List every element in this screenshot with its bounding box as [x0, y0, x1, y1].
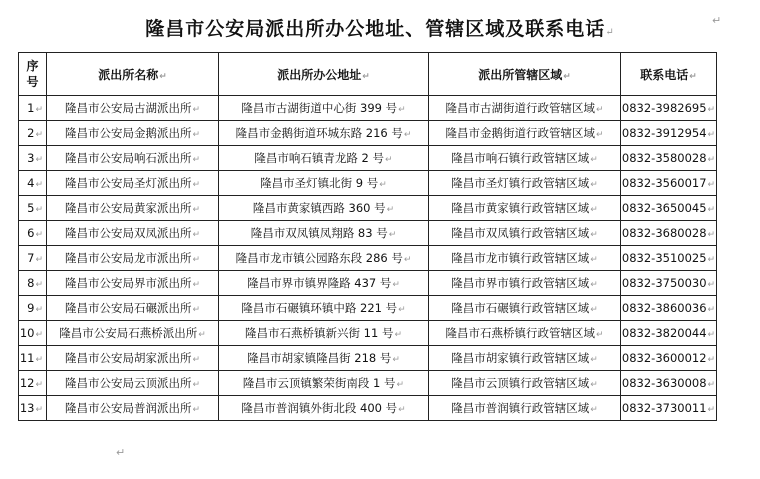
cell-end-mark: ↵: [590, 280, 598, 290]
cell-end-mark: ↵: [590, 305, 598, 315]
cell-end-mark: ↵: [707, 280, 716, 290]
cell-end-mark: ↵: [707, 230, 716, 240]
cell-office-address: [219, 171, 429, 196]
cell-seq-text: 7: [27, 251, 35, 265]
cell-jurisdiction-text: 隆昌市界市镇行政管辖区域: [451, 276, 590, 290]
cell-end-mark: ↵: [192, 380, 201, 390]
cell-station-name-text: 隆昌市公安局石燕桥派出所: [59, 326, 198, 340]
cell-phone: [621, 96, 717, 121]
cell-station-name-text: 隆昌市公安局界市派出所: [64, 276, 192, 290]
table-header-row: [19, 53, 717, 96]
cell-end-mark: ↵: [403, 255, 412, 265]
cell-office-address: [219, 296, 429, 321]
police-station-table: [18, 52, 717, 421]
cell-station-name-text: 隆昌市公安局云顶派出所: [64, 376, 192, 390]
cell-end-mark: ↵: [35, 305, 43, 315]
cell-phone-text: 0832-3580028: [621, 151, 707, 165]
cell-jurisdiction-text: 隆昌市石碾镇行政管辖区域: [451, 301, 590, 315]
cell-station-name-text: 隆昌市公安局普润派出所: [64, 401, 192, 415]
cell-seq: [19, 171, 47, 196]
cell-seq-text: 5: [27, 201, 35, 215]
table-row: [19, 121, 717, 146]
cell-end-mark: ↵: [707, 105, 716, 115]
cell-seq: [19, 396, 47, 421]
cell-jurisdiction-text: 隆昌市普润镇行政管辖区域: [451, 401, 590, 415]
cell-phone-text: 0832-3630008: [621, 376, 707, 390]
cell-phone: [621, 371, 717, 396]
cell-station-name: [47, 146, 219, 171]
cell-station-name: [47, 196, 219, 221]
cell-station-name: [47, 171, 219, 196]
cell-end-mark: ↵: [595, 105, 604, 115]
cell-seq-text: 9: [27, 301, 35, 315]
cell-end-mark: ↵: [707, 380, 716, 390]
cell-phone: [621, 296, 717, 321]
cell-seq: [19, 221, 47, 246]
cell-seq-text: 6: [27, 226, 35, 240]
cell-end-mark: ↵: [707, 205, 716, 215]
cell-office-address: [219, 96, 429, 121]
cell-office-address-text: 隆昌市龙市镇公园路东段 286 号: [235, 251, 403, 265]
cell-station-name-text: 隆昌市公安局胡家派出所: [64, 351, 192, 365]
cell-jurisdiction-text: 隆昌市金鹅街道行政管辖区域: [445, 126, 595, 140]
table-row: [19, 371, 717, 396]
cell-end-mark: ↵: [590, 380, 598, 390]
table-row: [19, 96, 717, 121]
cell-station-name-text: 隆昌市公安局金鹅派出所: [64, 126, 192, 140]
table-row: [19, 196, 717, 221]
cell-phone-text: 0832-3510025: [621, 251, 707, 265]
cell-station-name: [47, 296, 219, 321]
cell-phone-text: 0832-3680028: [621, 226, 707, 240]
cell-station-name: [47, 396, 219, 421]
cell-office-address: [219, 271, 429, 296]
cell-seq-text: 3: [27, 151, 35, 165]
cell-end-mark: ↵: [590, 205, 598, 215]
cell-end-mark: ↵: [385, 155, 393, 165]
cell-seq-text: 11: [19, 351, 35, 365]
cell-seq-text: 4: [27, 176, 35, 190]
cell-station-name-text: 隆昌市公安局古湖派出所: [64, 101, 192, 115]
cell-station-name-text: 隆昌市公安局黄家派出所: [64, 201, 192, 215]
cell-phone-text: 0832-3560017: [621, 176, 707, 190]
table-row: [19, 296, 717, 321]
cell-end-mark: ↵: [192, 180, 201, 190]
cell-jurisdiction-text: 隆昌市圣灯镇行政管辖区域: [451, 176, 590, 190]
cell-office-address-text: 隆昌市圣灯镇北街 9 号: [260, 176, 379, 190]
cell-office-address-text: 隆昌市响石镇青龙路 2 号: [254, 151, 385, 165]
cell-phone-text: 0832-3730011: [621, 401, 707, 415]
cell-end-mark: ↵: [35, 380, 43, 390]
cell-phone-text: 0832-3860036: [621, 301, 707, 315]
cell-end-mark: ↵: [192, 255, 201, 265]
cell-end-mark: ↵: [394, 330, 402, 340]
cell-end-mark: ↵: [192, 130, 201, 140]
cell-phone: [621, 346, 717, 371]
cell-end-mark: ↵: [35, 155, 43, 165]
cell-end-mark: ↵: [707, 255, 716, 265]
cell-end-mark: ↵: [192, 155, 201, 165]
cell-seq: [19, 121, 47, 146]
table-row: [19, 221, 717, 246]
cell-end-mark: ↵: [595, 130, 604, 140]
cell-end-mark: ↵: [35, 230, 43, 240]
header-phone: 联系电话↵: [621, 53, 717, 96]
cell-end-mark: ↵: [192, 305, 201, 315]
cell-end-mark: ↵: [35, 130, 43, 140]
cell-seq-text: 1: [27, 101, 35, 115]
cell-seq: [19, 371, 47, 396]
cell-end-mark: ↵: [192, 355, 201, 365]
cell-office-address-text: 隆昌市界市镇界隆路 437 号: [247, 276, 392, 290]
cell-end-mark: ↵: [707, 405, 716, 415]
cell-phone: [621, 221, 717, 246]
cell-jurisdiction: [429, 321, 621, 346]
cell-office-address-text: 隆昌市金鹅街道环城东路 216 号: [235, 126, 403, 140]
cell-end-mark: ↵: [35, 405, 43, 415]
cell-station-name: [47, 321, 219, 346]
cell-office-address-text: 隆昌市黄家镇西路 360 号: [252, 201, 386, 215]
cell-phone: [621, 396, 717, 421]
cell-end-mark: ↵: [192, 405, 201, 415]
cell-end-mark: ↵: [590, 230, 598, 240]
cell-office-address-text: 隆昌市云顶镇繁荣街南段 1 号: [242, 376, 396, 390]
cell-jurisdiction-text: 隆昌市黄家镇行政管辖区域: [451, 201, 590, 215]
cell-jurisdiction: [429, 221, 621, 246]
cell-seq: [19, 246, 47, 271]
cell-phone-text: 0832-3982695: [621, 101, 707, 115]
paragraph-mark: ↵: [712, 14, 722, 27]
header-jurisdiction: 派出所管辖区域↵: [429, 53, 621, 96]
table-row: [19, 396, 717, 421]
cell-end-mark: ↵: [590, 180, 598, 190]
cell-office-address-text: 隆昌市双凤镇凤翔路 83 号: [250, 226, 388, 240]
cell-station-name: [47, 346, 219, 371]
cell-seq-text: 12: [19, 376, 35, 390]
cell-office-address: [219, 346, 429, 371]
cell-station-name-text: 隆昌市公安局龙市派出所: [64, 251, 192, 265]
cell-end-mark: ↵: [35, 355, 43, 365]
cell-end-mark: ↵: [386, 205, 395, 215]
cell-seq: [19, 346, 47, 371]
cell-jurisdiction: [429, 271, 621, 296]
cell-seq: [19, 196, 47, 221]
cell-office-address-text: 隆昌市石燕桥镇新兴街 11 号: [245, 326, 394, 340]
cell-office-address-text: 隆昌市胡家镇隆昌街 218 号: [247, 351, 392, 365]
cell-jurisdiction: [429, 196, 621, 221]
cell-phone-text: 0832-3912954: [621, 126, 707, 140]
cell-end-mark: ↵: [35, 255, 43, 265]
cell-station-name: [47, 121, 219, 146]
cell-seq: [19, 296, 47, 321]
cell-office-address: [219, 396, 429, 421]
cell-office-address: [219, 221, 429, 246]
cell-jurisdiction: [429, 96, 621, 121]
table-row: [19, 146, 717, 171]
cell-station-name-text: 隆昌市公安局圣灯派出所: [64, 176, 192, 190]
header-address: 派出所办公地址↵: [219, 53, 429, 96]
cell-end-mark: ↵: [707, 180, 716, 190]
cell-seq: [19, 321, 47, 346]
cell-end-mark: ↵: [379, 180, 387, 190]
cell-office-address: [219, 121, 429, 146]
cell-end-mark: ↵: [35, 180, 43, 190]
cell-phone-text: 0832-3650045: [621, 201, 707, 215]
cell-phone: [621, 321, 717, 346]
cell-end-mark: ↵: [398, 105, 406, 115]
cell-end-mark: ↵: [35, 205, 43, 215]
cell-station-name-text: 隆昌市公安局双凤派出所: [64, 226, 192, 240]
table-body: [19, 96, 717, 421]
cell-office-address-text: 隆昌市石碾镇环镇中路 221 号: [241, 301, 398, 315]
cell-jurisdiction: [429, 396, 621, 421]
cell-end-mark: ↵: [388, 230, 397, 240]
cell-station-name: [47, 271, 219, 296]
table-row: [19, 271, 717, 296]
cell-phone: [621, 246, 717, 271]
table-row: [19, 246, 717, 271]
cell-end-mark: ↵: [392, 355, 400, 365]
cell-seq: [19, 96, 47, 121]
cell-phone-text: 0832-3600012: [621, 351, 707, 365]
cell-phone: [621, 146, 717, 171]
cell-station-name: [47, 246, 219, 271]
cell-jurisdiction-text: 隆昌市响石镇行政管辖区域: [451, 151, 590, 165]
cell-end-mark: ↵: [192, 280, 201, 290]
cell-seq-text: 10: [19, 326, 35, 340]
cell-office-address: [219, 146, 429, 171]
header-seq: 序号: [19, 53, 47, 96]
cell-end-mark: ↵: [35, 280, 43, 290]
cell-office-address-text: 隆昌市古湖街道中心街 399 号: [241, 101, 398, 115]
cell-end-mark: ↵: [192, 230, 201, 240]
cell-end-mark: ↵: [35, 330, 43, 340]
cell-end-mark: ↵: [392, 280, 400, 290]
cell-end-mark: ↵: [398, 305, 406, 315]
cell-jurisdiction-text: 隆昌市石燕桥镇行政管辖区域: [445, 326, 595, 340]
cell-seq: [19, 271, 47, 296]
cell-seq-text: 13: [19, 401, 35, 415]
paragraph-mark: ↵: [605, 27, 615, 38]
cell-jurisdiction-text: 隆昌市古湖街道行政管辖区域: [445, 101, 595, 115]
cell-jurisdiction: [429, 246, 621, 271]
cell-jurisdiction-text: 隆昌市双凤镇行政管辖区域: [451, 226, 590, 240]
cell-office-address: [219, 246, 429, 271]
cell-phone: [621, 171, 717, 196]
table-row: [19, 171, 717, 196]
cell-jurisdiction-text: 隆昌市胡家镇行政管辖区域: [451, 351, 590, 365]
cell-seq-text: 8: [27, 276, 35, 290]
header-name: 派出所名称↵: [47, 53, 219, 96]
cell-station-name-text: 隆昌市公安局石碾派出所: [64, 301, 192, 315]
cell-end-mark: ↵: [590, 405, 598, 415]
paragraph-mark: ↵: [116, 446, 126, 459]
cell-office-address-text: 隆昌市普润镇外街北段 400 号: [241, 401, 398, 415]
cell-end-mark: ↵: [198, 330, 206, 340]
cell-end-mark: ↵: [403, 130, 412, 140]
cell-end-mark: ↵: [192, 205, 201, 215]
cell-jurisdiction: [429, 146, 621, 171]
cell-seq-text: 2: [27, 126, 35, 140]
cell-end-mark: ↵: [590, 355, 598, 365]
cell-station-name: [47, 371, 219, 396]
cell-office-address: [219, 321, 429, 346]
cell-station-name: [47, 221, 219, 246]
cell-jurisdiction: [429, 121, 621, 146]
cell-seq: [19, 146, 47, 171]
document-title-text: 隆昌市公安局派出所办公地址、管辖区域及联系电话: [145, 18, 606, 40]
cell-station-name-text: 隆昌市公安局响石派出所: [64, 151, 192, 165]
cell-office-address: [219, 196, 429, 221]
cell-end-mark: ↵: [192, 105, 201, 115]
cell-end-mark: ↵: [396, 380, 405, 390]
cell-end-mark: ↵: [707, 130, 716, 140]
cell-end-mark: ↵: [590, 155, 598, 165]
table-row: [19, 346, 717, 371]
cell-end-mark: ↵: [707, 355, 716, 365]
cell-end-mark: ↵: [398, 405, 406, 415]
cell-office-address: [219, 371, 429, 396]
cell-jurisdiction: [429, 346, 621, 371]
cell-phone-text: 0832-3820044: [621, 326, 707, 340]
document-title: [0, 14, 760, 41]
cell-end-mark: ↵: [35, 105, 43, 115]
cell-jurisdiction: [429, 171, 621, 196]
cell-phone-text: 0832-3750030: [621, 276, 707, 290]
cell-jurisdiction: [429, 371, 621, 396]
cell-jurisdiction-text: 隆昌市龙市镇行政管辖区域: [451, 251, 590, 265]
cell-phone: [621, 196, 717, 221]
cell-jurisdiction-text: 隆昌市云顶镇行政管辖区域: [451, 376, 590, 390]
cell-phone: [621, 271, 717, 296]
cell-phone: [621, 121, 717, 146]
cell-jurisdiction: [429, 296, 621, 321]
cell-end-mark: ↵: [707, 330, 716, 340]
cell-end-mark: ↵: [707, 155, 716, 165]
cell-end-mark: ↵: [707, 305, 716, 315]
cell-end-mark: ↵: [590, 255, 598, 265]
cell-station-name: [47, 96, 219, 121]
cell-end-mark: ↵: [595, 330, 604, 340]
table-row: [19, 321, 717, 346]
